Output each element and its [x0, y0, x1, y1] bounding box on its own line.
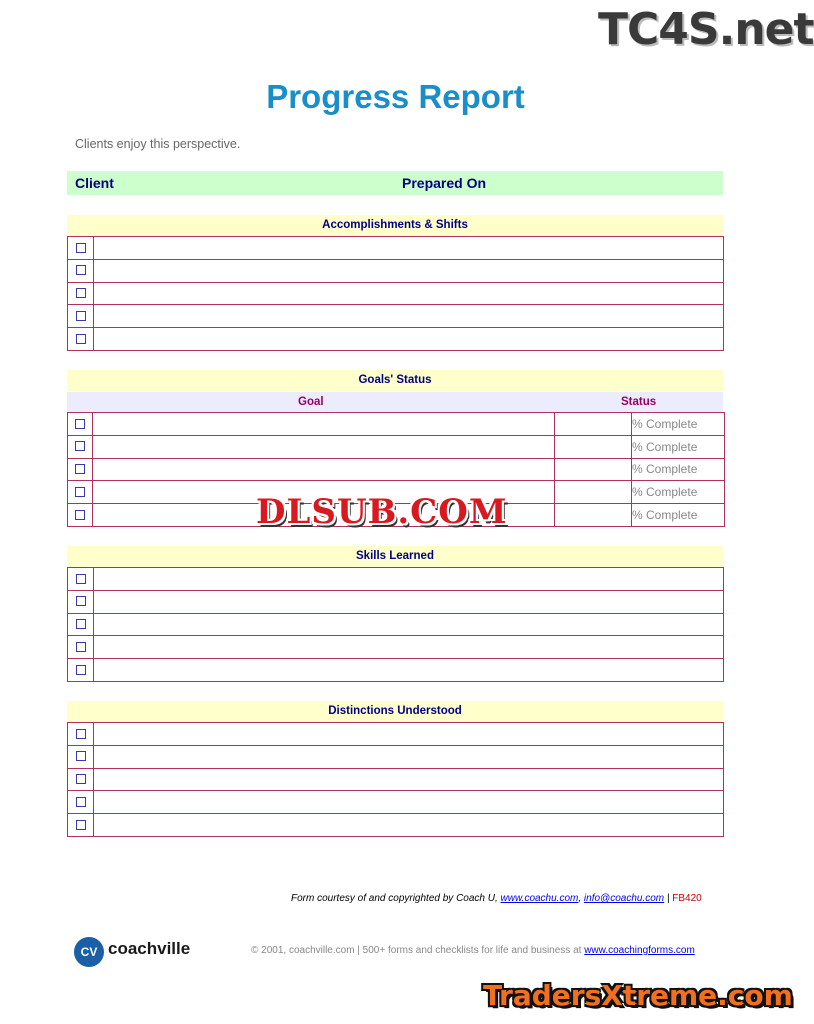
- checkbox-cell[interactable]: [68, 590, 94, 613]
- goal-cell[interactable]: [93, 435, 555, 458]
- form-code: FB420: [672, 893, 702, 904]
- watermark-middle: DLSUB.COM: [256, 492, 508, 532]
- entry-cell[interactable]: [94, 282, 724, 305]
- table-row: [68, 791, 724, 814]
- entry-cell[interactable]: [94, 590, 724, 613]
- table-row: [68, 590, 724, 613]
- footer-text: © 2001, coachville.com | 500+ forms and checklists for life and business at: [251, 945, 585, 956]
- table-row: [68, 613, 724, 636]
- distinctions-table: [67, 722, 724, 837]
- table-row: [68, 305, 724, 328]
- entry-cell[interactable]: [94, 237, 724, 260]
- page-subtitle: Clients enjoy this perspective.: [75, 137, 241, 151]
- section-header-accomplishments: Accomplishments & Shifts: [67, 215, 723, 236]
- goal-cell[interactable]: [93, 458, 555, 481]
- entry-cell[interactable]: [94, 328, 724, 351]
- checkbox-icon[interactable]: [76, 596, 86, 606]
- page-title: Progress Report: [266, 78, 525, 115]
- section-header-goals: Goals' Status: [67, 370, 723, 391]
- percent-complete-cell[interactable]: % Complete: [632, 504, 725, 527]
- entry-cell[interactable]: [94, 791, 724, 814]
- watermark-bottom: TradersXtreme.com: [483, 979, 793, 1012]
- entry-cell[interactable]: [94, 659, 724, 682]
- skills-table: [67, 567, 724, 682]
- checkbox-cell[interactable]: [68, 723, 94, 746]
- watermark-top: TC4S.net: [598, 4, 814, 55]
- section-header-distinctions: Distinctions Understood: [67, 701, 723, 722]
- status-column-header: Status: [621, 396, 657, 408]
- checkbox-icon[interactable]: [76, 751, 86, 761]
- checkbox-cell[interactable]: [68, 659, 94, 682]
- checkbox-icon[interactable]: [76, 288, 86, 298]
- checkbox-cell[interactable]: [68, 413, 93, 436]
- checkbox-icon[interactable]: [76, 774, 86, 784]
- coachu-email-link[interactable]: info@coachu.com: [583, 893, 665, 904]
- percent-complete-cell[interactable]: % Complete: [632, 413, 725, 436]
- table-row: [68, 568, 724, 591]
- entry-cell[interactable]: [94, 745, 724, 768]
- status-cell[interactable]: [555, 458, 632, 481]
- checkbox-icon[interactable]: [75, 464, 85, 474]
- entry-cell[interactable]: [94, 613, 724, 636]
- coachville-logo-icon: CV: [74, 937, 104, 967]
- table-row: [68, 768, 724, 791]
- accomplishments-table: [67, 236, 724, 351]
- entry-cell[interactable]: [94, 768, 724, 791]
- table-row: [68, 636, 724, 659]
- checkbox-cell[interactable]: [68, 568, 94, 591]
- checkbox-cell[interactable]: [68, 481, 93, 504]
- entry-cell[interactable]: [94, 259, 724, 282]
- checkbox-cell[interactable]: [68, 768, 94, 791]
- checkbox-icon[interactable]: [76, 311, 86, 321]
- table-row: [68, 237, 724, 260]
- entry-cell[interactable]: [94, 568, 724, 591]
- table-row: [68, 723, 724, 746]
- status-cell[interactable]: [555, 435, 632, 458]
- checkbox-cell[interactable]: [68, 745, 94, 768]
- checkbox-cell[interactable]: [68, 435, 93, 458]
- checkbox-cell[interactable]: [68, 636, 94, 659]
- checkbox-icon[interactable]: [75, 419, 85, 429]
- checkbox-cell[interactable]: [68, 458, 93, 481]
- table-row: [68, 435, 725, 458]
- checkbox-cell[interactable]: [68, 814, 94, 837]
- courtesy-pipe: |: [664, 893, 673, 904]
- client-bar: [67, 171, 723, 195]
- checkbox-icon[interactable]: [76, 642, 86, 652]
- courtesy-text: Form courtesy of and copyrighted by Coach U,: [291, 893, 501, 904]
- status-cell[interactable]: [555, 481, 632, 504]
- checkbox-icon[interactable]: [75, 487, 85, 497]
- checkbox-icon[interactable]: [76, 243, 86, 253]
- status-cell[interactable]: [555, 504, 632, 527]
- checkbox-cell[interactable]: [68, 305, 94, 328]
- goal-column-header: Goal: [298, 396, 324, 408]
- checkbox-cell[interactable]: [68, 328, 94, 351]
- status-cell[interactable]: [555, 413, 632, 436]
- checkbox-icon[interactable]: [76, 265, 86, 275]
- checkbox-icon[interactable]: [75, 510, 85, 520]
- table-row: [68, 259, 724, 282]
- table-row: [68, 659, 724, 682]
- table-row: [68, 282, 724, 305]
- entry-cell[interactable]: [94, 305, 724, 328]
- checkbox-icon[interactable]: [76, 334, 86, 344]
- checkbox-icon[interactable]: [76, 619, 86, 629]
- table-row: [68, 413, 725, 436]
- checkbox-cell[interactable]: [68, 259, 94, 282]
- percent-complete-cell[interactable]: % Complete: [632, 435, 725, 458]
- prepared-on-label: Prepared On: [402, 175, 487, 191]
- entry-cell[interactable]: [94, 636, 724, 659]
- footer-line: [251, 945, 695, 956]
- coachville-logo-text: coachville: [108, 939, 191, 958]
- checkbox-cell[interactable]: [68, 282, 94, 305]
- checkbox-icon[interactable]: [76, 665, 86, 675]
- checkbox-icon[interactable]: [76, 820, 86, 830]
- coachu-website-link[interactable]: www.coachu.com: [500, 893, 579, 904]
- section-header-skills: Skills Learned: [67, 546, 723, 567]
- client-label: Client: [75, 175, 114, 191]
- percent-complete-cell[interactable]: % Complete: [632, 481, 725, 504]
- courtesy-line: [291, 893, 702, 904]
- checkbox-icon[interactable]: [75, 441, 85, 451]
- checkbox-cell[interactable]: [68, 504, 93, 527]
- checkbox-icon[interactable]: [76, 797, 86, 807]
- entry-cell[interactable]: [94, 814, 724, 837]
- table-row: [68, 814, 724, 837]
- courtesy-separator: ,: [578, 893, 584, 904]
- checkbox-cell[interactable]: [68, 613, 94, 636]
- table-row: [68, 328, 724, 351]
- goal-cell[interactable]: [93, 413, 555, 436]
- coachingforms-link[interactable]: www.coachingforms.com: [584, 945, 695, 956]
- checkbox-cell[interactable]: [68, 237, 94, 260]
- table-row: [68, 745, 724, 768]
- goals-column-headers: [67, 392, 723, 412]
- checkbox-cell[interactable]: [68, 791, 94, 814]
- checkbox-icon[interactable]: [76, 574, 86, 584]
- entry-cell[interactable]: [94, 723, 724, 746]
- percent-complete-cell[interactable]: % Complete: [632, 458, 725, 481]
- table-row: [68, 458, 725, 481]
- checkbox-icon[interactable]: [76, 729, 86, 739]
